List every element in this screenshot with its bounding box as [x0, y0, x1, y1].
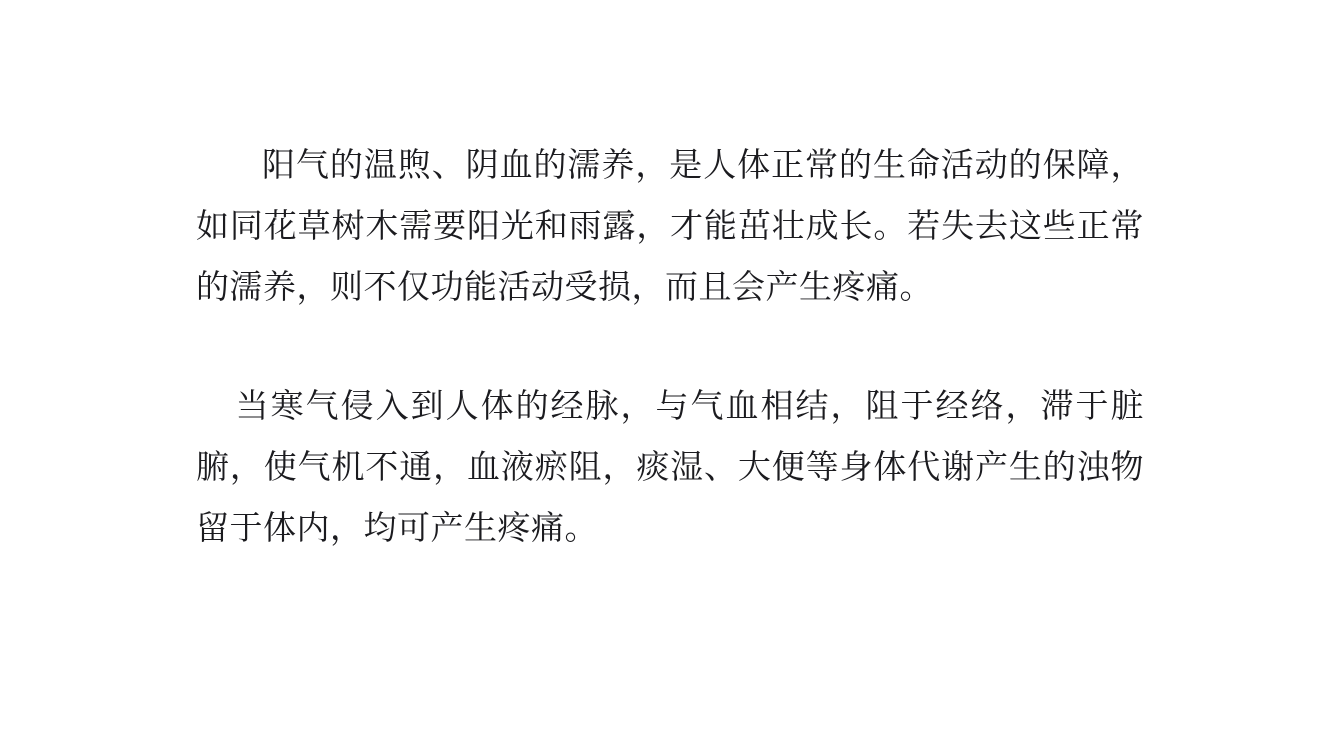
document-body	[196, 134, 1144, 558]
paragraph-1: 阳气的温煦、阴血的濡养，是人体正常的生命活动的保障，如同花草树木需要阳光和雨露，才能茁壮成长。若失去这些正常的濡养，则不仅功能活动受损，而且会产生疼痛。	[196, 145, 1144, 306]
paragraph-2: 当寒气侵入到人体的经脉，与气血相结，阻于经络，滞于脏腑，使气机不通，血液瘀阻，痰湿、大便等身体代谢产生的浊物留于体内，均可产生疼痛。	[196, 386, 1144, 547]
